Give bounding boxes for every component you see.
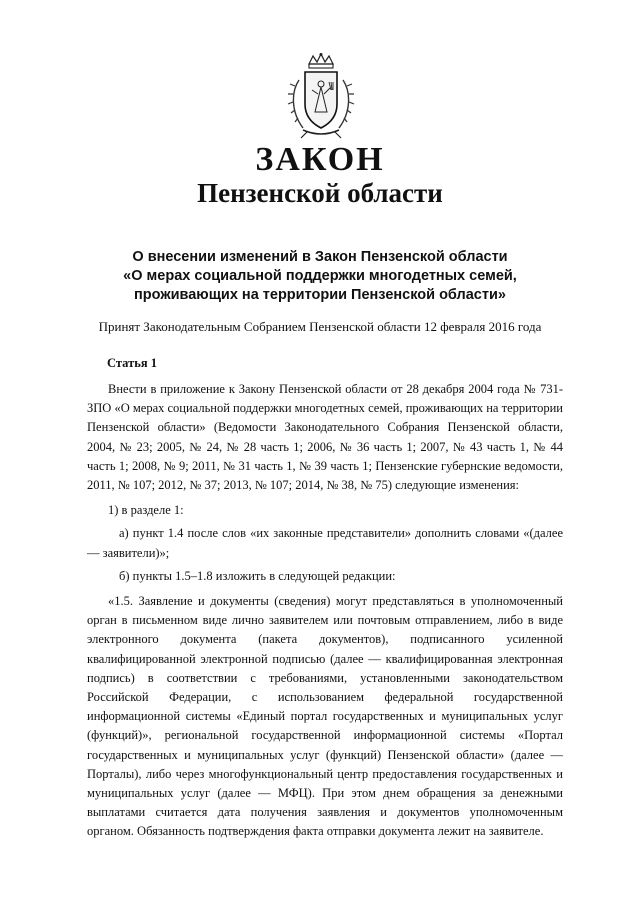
document-body xyxy=(87,354,563,842)
article-intro-paragraph: Внести в приложение к Закону Пензенской области от 28 декабря 2004 года № 731-ЗПО «О мерах социальной поддержки многодетных семей, проживающих на территории Пензенской области» (Ведомости Законодательного Собрания Пензенской области, 2004, № 23; 2005, № 24, № 28 часть 1; 2006, № 36 часть 1; 2007, № 43 часть 1, № 44 часть 1; 2008, № 9; 2011, № 31 часть 1, № 39 часть 1; Пензенские губернские ведомости, 2011, № 107; 2012, № 37; 2013, № 107; 2014, № 38, № 75) следующие изменения: xyxy=(87,382,563,493)
penza-coat-of-arms-icon xyxy=(285,52,357,142)
law-title-line: «О мерах социальной поддержки многодетных семей, xyxy=(123,268,517,284)
law-title-line: О внесении изменений в Закон Пензенской области xyxy=(132,249,508,265)
sub-item-b: б) пункты 1.5–1.8 изложить в следующей редакции: xyxy=(119,568,396,583)
document-type-heading: ЗАКОН xyxy=(255,141,385,178)
law-title-line: проживающих на территории Пензенской области» xyxy=(134,287,506,303)
article-heading: Статья 1 xyxy=(107,356,157,370)
region-heading: Пензенской области xyxy=(197,178,443,208)
sub-item-a: а) пункт 1.4 после слов «их законные представители» дополнить словами «(далее — заявители)»; xyxy=(87,526,563,560)
adoption-statement: Принят Законодательным Собранием Пензенской области 12 февраля 2016 года xyxy=(98,319,542,334)
list-item-1: 1) в разделе 1: xyxy=(108,503,184,518)
quoted-paragraph-1-5: «1.5. Заявление и документы (сведения) могут представляться в уполномоченный орган в письменном виде лично заявителем или почтовым отправлением, либо в виде электронного документа (пакета документов), подписанного усиленной квалифицированной электронной подписью (далее — квалифицированная электронная подпись) в соответствии с требованиями, установленными законодательством Российской Федерации, с использованием федеральной государственной информационной системы «Единый портал государственных и муниципальных услуг (функций)», региональной государственной информационной системы «Портал государственных и муниципальных услуг (функций) Пензенской области» (далее — Порталы), либо через многофункциональный центр предоставления государственных и муниципальных услуг (далее — МФЦ). При этом днем обращения за денежными выплатами считается дата получения заявления и документов уполномоченным органом. Обязанность подтверждения факта отправки документа лежит на заявителе. xyxy=(87,594,563,839)
law-title xyxy=(60,248,580,305)
